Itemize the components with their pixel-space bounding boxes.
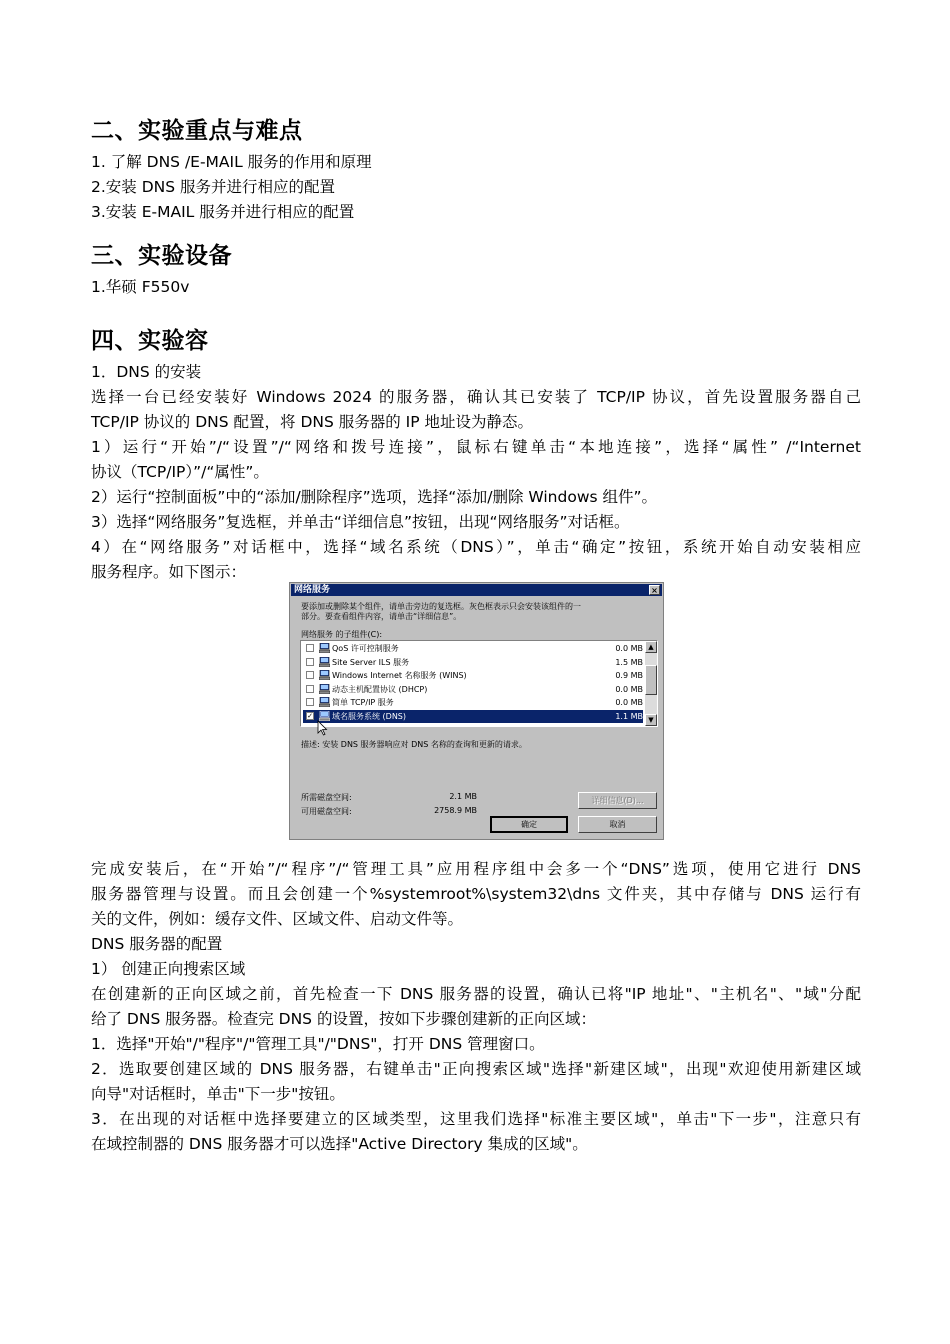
section-4-body-top xyxy=(91,360,861,585)
list-item-selected[interactable] xyxy=(303,710,643,723)
computer-icon xyxy=(319,684,330,694)
close-icon[interactable]: × xyxy=(649,585,660,595)
list-item: 1.华硕 F550v xyxy=(91,278,190,296)
list-item: 3.安装 E-MAIL 服务并进行相应的配置 xyxy=(91,203,355,221)
section-3-list xyxy=(91,275,861,300)
instruction-line: 要添加或删除某个组件，请单击旁边的复选框。灰色框表示只会安装该组件的一 xyxy=(301,602,581,611)
dialog-title: 网络服务 xyxy=(294,585,331,595)
list-item[interactable] xyxy=(303,696,643,709)
component-name: 简单 TCP/IP 服务 xyxy=(332,698,394,707)
cancel-button[interactable]: 取消 xyxy=(578,816,657,833)
list-item[interactable] xyxy=(303,683,643,696)
checkbox[interactable] xyxy=(306,671,314,679)
paragraph-line: 3）选择“网络服务”复选框，并单击“详细信息”按钮，出现“网络服务”对话框。 xyxy=(91,513,630,531)
component-name: Windows Internet 名称服务 (WINS) xyxy=(332,671,467,680)
dialog-instructions xyxy=(301,602,661,622)
component-size: 1.1 MB xyxy=(615,711,643,721)
component-size: 0.9 MB xyxy=(615,671,643,680)
dialog-title-bar xyxy=(291,584,662,596)
section-4-body-bottom xyxy=(91,857,861,1157)
list-item[interactable] xyxy=(303,642,643,655)
section-2-heading: 二、实验重点与难点 xyxy=(91,118,303,144)
list-scrollbar[interactable] xyxy=(645,641,657,726)
component-name: QoS 许可控制服务 xyxy=(332,644,399,653)
component-size: 0.0 MB xyxy=(615,644,643,653)
computer-icon xyxy=(319,643,330,653)
section-3-heading: 三、实验设备 xyxy=(91,243,232,269)
components-list[interactable] xyxy=(300,640,658,727)
details-button[interactable]: 详细信息(D)... xyxy=(578,792,657,809)
checkbox-checked[interactable]: ✓ xyxy=(307,711,313,720)
paragraph-line: 1） 创建正向搜索区域 xyxy=(91,960,246,978)
component-name: Site Server ILS 服务 xyxy=(332,657,410,667)
component-description: 描述: 安装 DNS 服务器响应对 DNS 名称的查询和更新的请求。 xyxy=(301,740,527,749)
computer-icon xyxy=(319,670,330,680)
paragraph-line: 在创建新的正向区域之前，首先检查一下 DNS 服务器的设置，确认已将"IP 地址"、"主机名"、"域"分配 xyxy=(91,985,861,1003)
scroll-up-icon[interactable]: ▲ xyxy=(645,641,657,653)
list-item: 1. 了解 DNS /E-MAIL 服务的作用和原理 xyxy=(91,153,372,171)
available-space-label: 可用磁盘空间: xyxy=(301,807,352,816)
subcomponents-label: 网络服务 的子组件(C): xyxy=(301,630,383,639)
component-name: 动态主机配置协议 (DHCP) xyxy=(332,684,428,694)
component-name: 域名服务系统 (DNS) xyxy=(332,711,407,721)
network-services-dialog xyxy=(289,582,664,840)
paragraph-line: 完成安装后，在“开始”/“程序”/“管理工具”应用程序组中会多一个“DNS”选项，使用它进行 DNS xyxy=(91,860,861,878)
available-space-value: 2758.9 MB xyxy=(434,806,477,815)
list-item: 2.安装 DNS 服务并进行相应的配置 xyxy=(91,178,336,196)
paragraph-line: 服务器管理与设置。而且会创建一个%systemroot%\system32\dns 文件夹，其中存储与 DNS 运行有 xyxy=(91,885,861,903)
component-size: 0.0 MB xyxy=(615,698,643,707)
ok-button[interactable]: 确定 xyxy=(490,816,568,833)
computer-icon xyxy=(319,711,330,721)
paragraph-line: 1）运行“开始”/“设置”/“网络和拨号连接”，鼠标右键单击“本地连接”，选择“属性” /“Internet xyxy=(91,438,861,456)
paragraph-line: 2）运行“控制面板”中的“添加/删除程序”选项，选择“添加/删除 Windows 组件”。 xyxy=(91,488,658,506)
paragraph-line: 1．选择"开始"/"程序"/"管理工具"/"DNS"，打开 DNS 管理窗口。 xyxy=(91,1035,545,1053)
checkbox[interactable] xyxy=(306,698,314,706)
paragraph-line: 选择一台已经安装好 Windows 2024 的服务器，确认其已安装了 TCP/IP 协议，首先设置服务器自己 xyxy=(91,388,861,406)
component-size: 0.0 MB xyxy=(615,684,643,694)
computer-icon xyxy=(319,657,330,667)
section-2-list xyxy=(91,150,861,225)
paragraph-line: 协议（TCP/IP）”/“属性”。 xyxy=(91,463,269,481)
paragraph-line: 向导"对话框时，单击"下一步"按钮。 xyxy=(91,1085,345,1103)
paragraph-line: DNS 服务器的配置 xyxy=(91,935,223,953)
section-4-heading: 四、实验容 xyxy=(91,328,209,354)
paragraph-line: 2．选取要创建区域的 DNS 服务器，右键单击"正向搜索区域"选择"新建区域"，出现"欢迎使用新建区域 xyxy=(91,1060,861,1078)
checkbox[interactable] xyxy=(306,644,314,652)
paragraph-line: TCP/IP 协议的 DNS 配置，将 DNS 服务器的 IP 地址设为静态。 xyxy=(91,413,534,431)
paragraph-line: 1．DNS 的安装 xyxy=(91,363,202,381)
required-space-value: 2.1 MB xyxy=(449,792,477,801)
paragraph-line: 关的文件，例如：缓存文件、区域文件、启动文件等。 xyxy=(91,910,464,928)
scroll-down-icon[interactable]: ▼ xyxy=(645,714,657,726)
paragraph-line: 3．在出现的对话框中选择要建立的区域类型，这里我们选择"标准主要区域"，单击"下一步"，注意只有 xyxy=(91,1110,861,1128)
paragraph-line: 服务程序。如下图示： xyxy=(91,563,247,581)
checkbox[interactable] xyxy=(306,685,314,693)
list-item[interactable] xyxy=(303,669,643,682)
checkbox[interactable] xyxy=(306,658,314,666)
scrollbar-thumb[interactable] xyxy=(645,665,657,695)
list-item[interactable] xyxy=(303,656,643,669)
required-space-label: 所需磁盘空间: xyxy=(301,793,352,802)
paragraph-line: 4）在“网络服务”对话框中，选择“域名系统（DNS）”，单击“确定”按钮，系统开始自动安装相应 xyxy=(91,538,861,556)
mouse-cursor-icon xyxy=(317,720,328,736)
paragraph-line: 在域控制器的 DNS 服务器才可以选择"Active Directory 集成的区域"。 xyxy=(91,1135,588,1153)
instruction-line: 部分。要查看组件内容，请单击“详细信息”。 xyxy=(301,612,462,621)
paragraph-line: 给了 DNS 服务器。检查完 DNS 的设置，按如下步骤创建新的正向区域： xyxy=(91,1010,596,1028)
component-size: 1.5 MB xyxy=(615,657,643,667)
computer-icon xyxy=(319,697,330,707)
